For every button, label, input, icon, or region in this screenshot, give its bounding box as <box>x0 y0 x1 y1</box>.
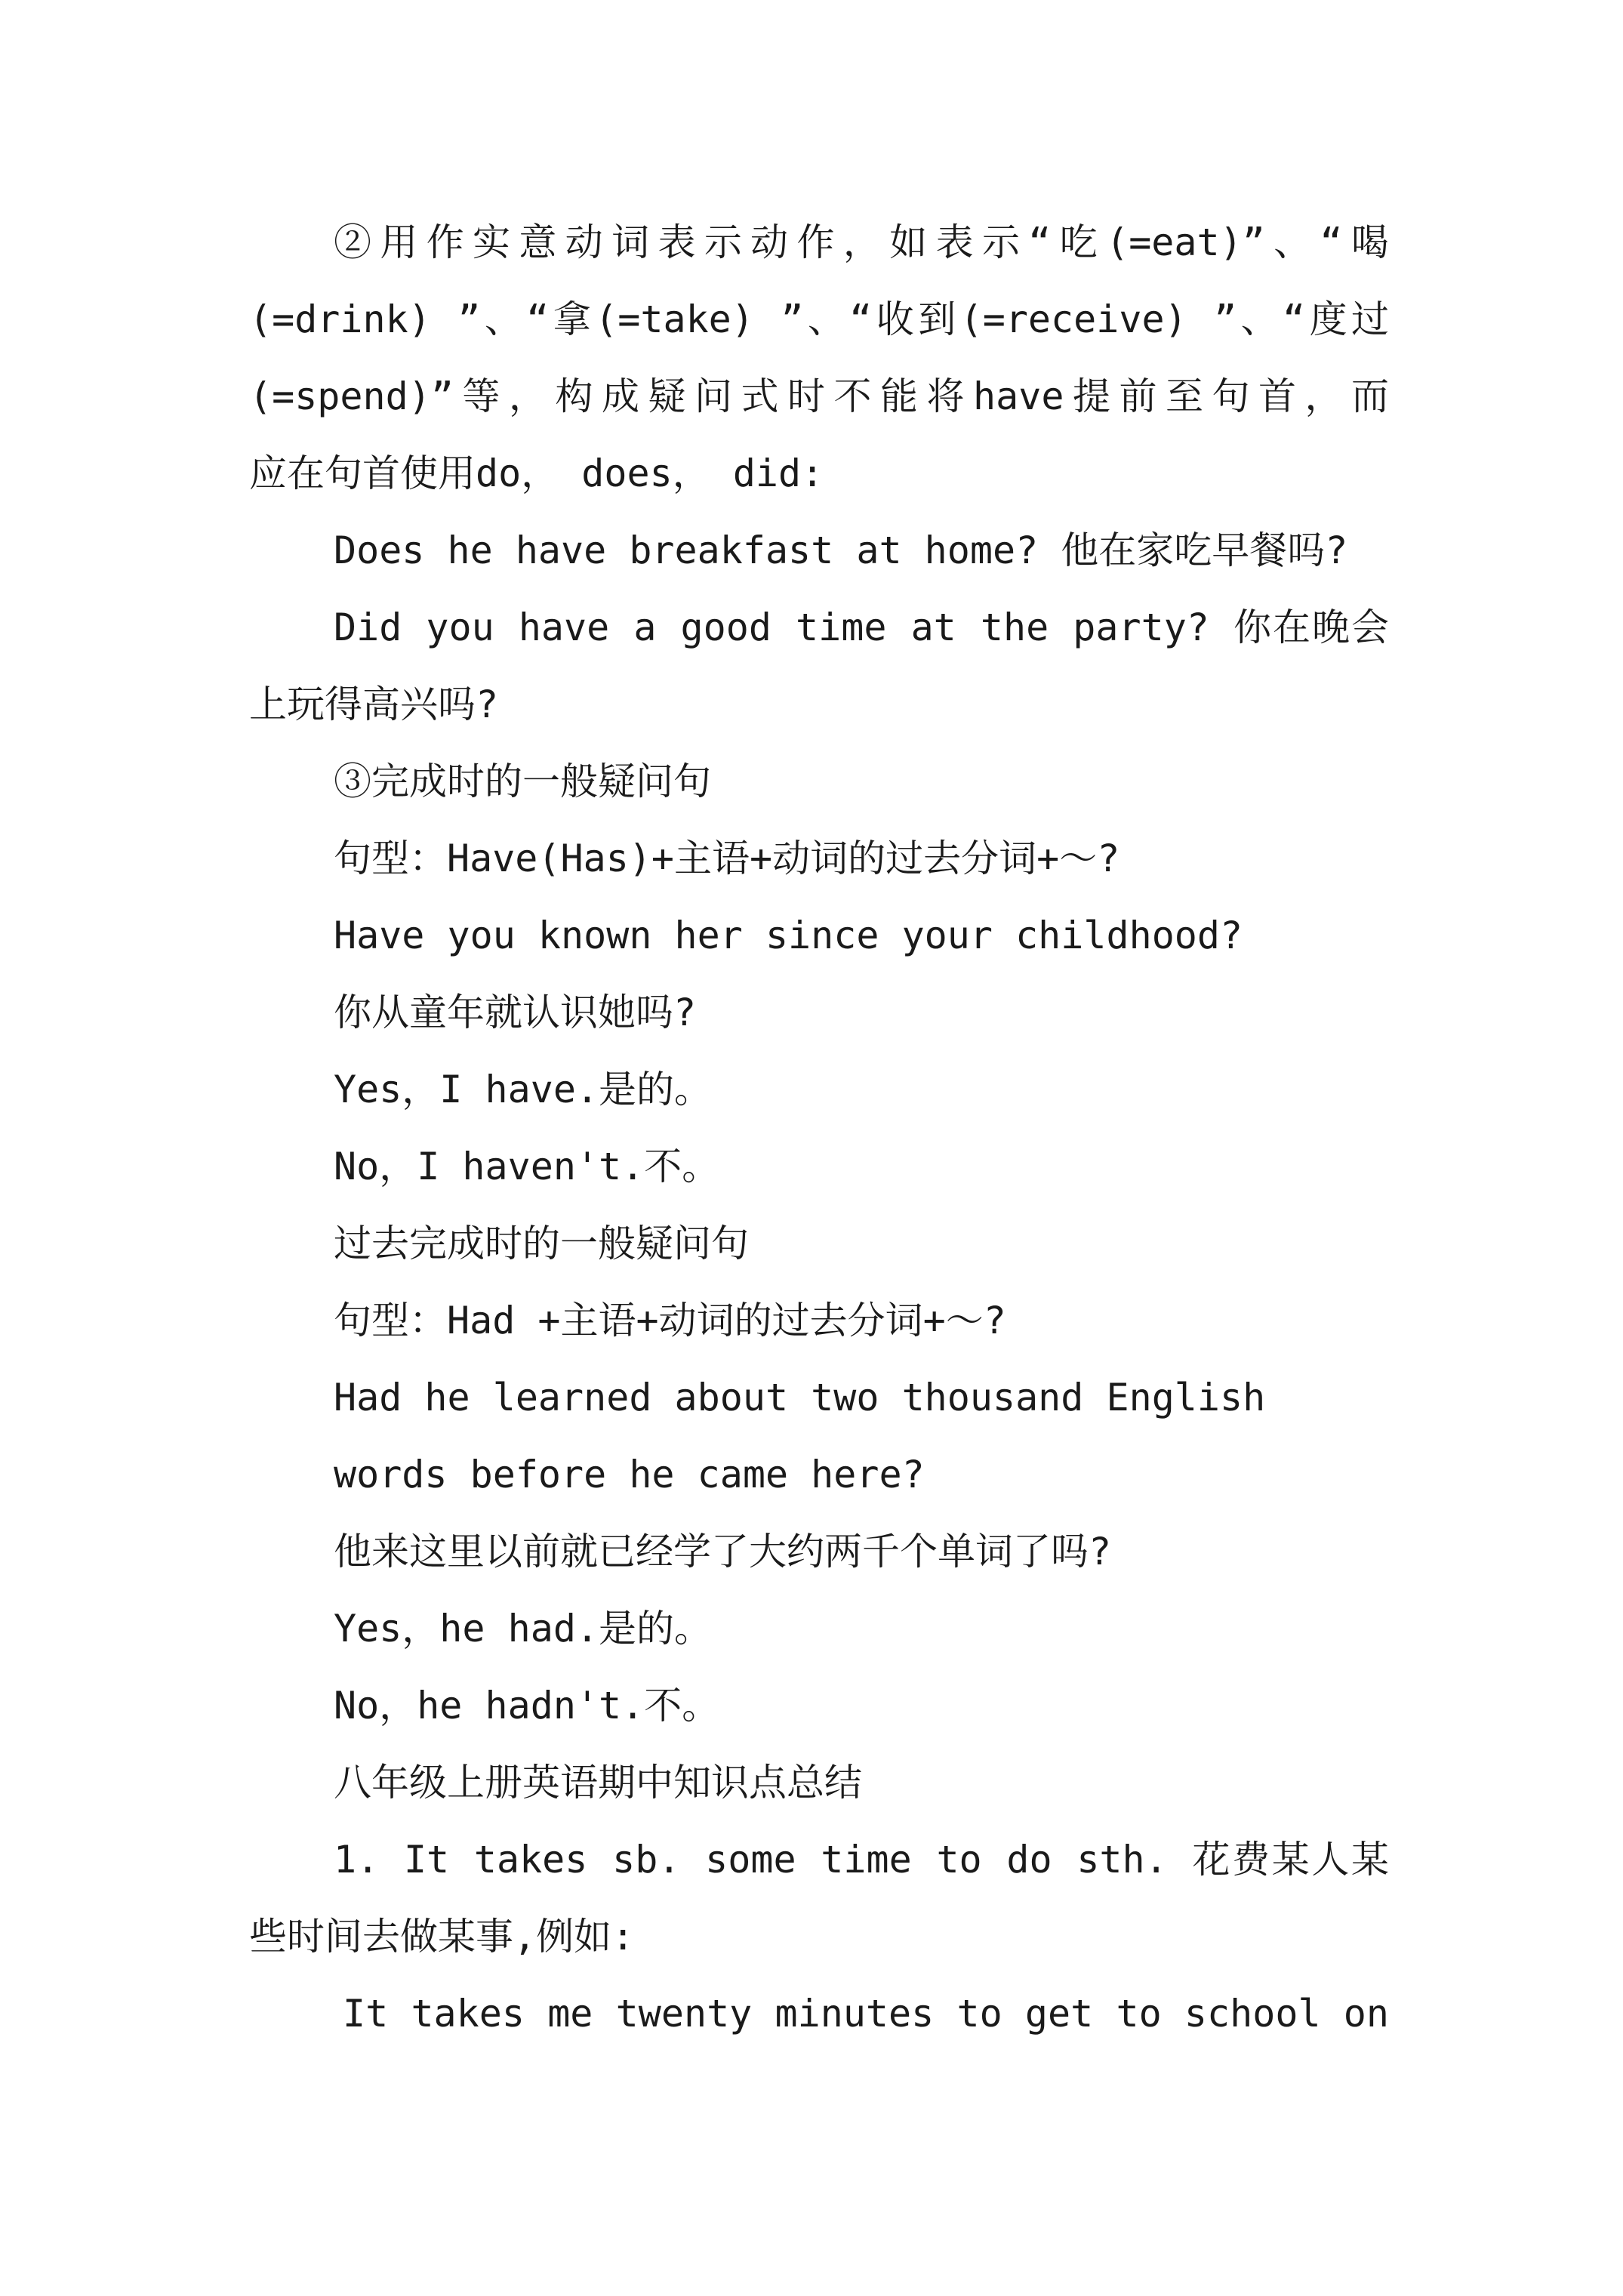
text-line: No，I haven't.不。 <box>334 1145 720 1188</box>
example-sentence <box>249 897 1389 974</box>
text-line: 应在句首使用do， does， did: <box>249 451 824 495</box>
text-line: 你从童年就认识她吗? <box>334 991 697 1034</box>
section-heading <box>249 1205 1389 1282</box>
text-line: words before he came here? <box>334 1453 925 1496</box>
text-line: Does he have breakfast at home? 他在家吃早餐吗? <box>334 529 1348 572</box>
text-line: 八年级上册英语期中知识点总结 <box>334 1761 862 1804</box>
text-line: (=drink) ”、“拿(=take) ”、“收到(=receive) ”、“度过 <box>249 297 1389 341</box>
text-line: ③完成时的一般疑问句 <box>334 760 711 803</box>
text-line: 过去完成时的一般疑问句 <box>334 1222 749 1265</box>
sentence-pattern <box>249 820 1389 897</box>
text-line: Yes，he had.是的。 <box>334 1607 713 1650</box>
text-line: ②用作实意动词表示动作，如表示“吃(=eat)”、“喝 <box>334 220 1389 264</box>
example-sentence <box>249 1975 1389 2052</box>
text-line: Have you known her since your childhood? <box>334 914 1243 957</box>
text-line: Did you have a good time at the party? 你在晚会 <box>334 606 1389 649</box>
example-sentence <box>249 1436 1389 1513</box>
paragraph-have-as-action-verb <box>249 204 1389 512</box>
text-line: It takes me twenty minutes to get to school on <box>343 1992 1389 2036</box>
example-translation <box>249 974 1389 1051</box>
example-sentence <box>249 512 1389 589</box>
knowledge-point <box>249 1821 1389 1975</box>
answer-yes <box>249 1051 1389 1128</box>
section-heading <box>249 743 1389 820</box>
document-body <box>249 204 1389 2052</box>
example-translation <box>249 1513 1389 1590</box>
text-line: 句型：Had +主语+动词的过去分词+～? <box>334 1299 1006 1342</box>
text-line: No，he hadn't.不。 <box>334 1684 720 1727</box>
text-line: 些时间去做某事,例如: <box>249 1915 635 1959</box>
text-line: 他来这里以前就已经学了大约两千个单词了吗? <box>334 1530 1112 1573</box>
text-line: (=spend)”等，构成疑问式时不能将have提前至句首，而 <box>249 374 1389 418</box>
answer-no <box>249 1128 1389 1205</box>
example-sentence <box>249 589 1389 743</box>
text-line: Yes，I have.是的。 <box>334 1068 713 1111</box>
text-line: 1. It takes sb. some time to do sth. 花费某人某 <box>334 1838 1389 1881</box>
sentence-pattern <box>249 1282 1389 1359</box>
answer-no <box>249 1667 1389 1744</box>
text-line: Had he learned about two thousand English <box>334 1376 1266 1419</box>
text-line: 句型：Have(Has)+主语+动词的过去分词+～? <box>334 837 1120 880</box>
example-sentence <box>249 1359 1389 1436</box>
text-line: 上玩得高兴吗? <box>249 683 499 726</box>
section-heading <box>249 1744 1389 1821</box>
answer-yes <box>249 1590 1389 1667</box>
